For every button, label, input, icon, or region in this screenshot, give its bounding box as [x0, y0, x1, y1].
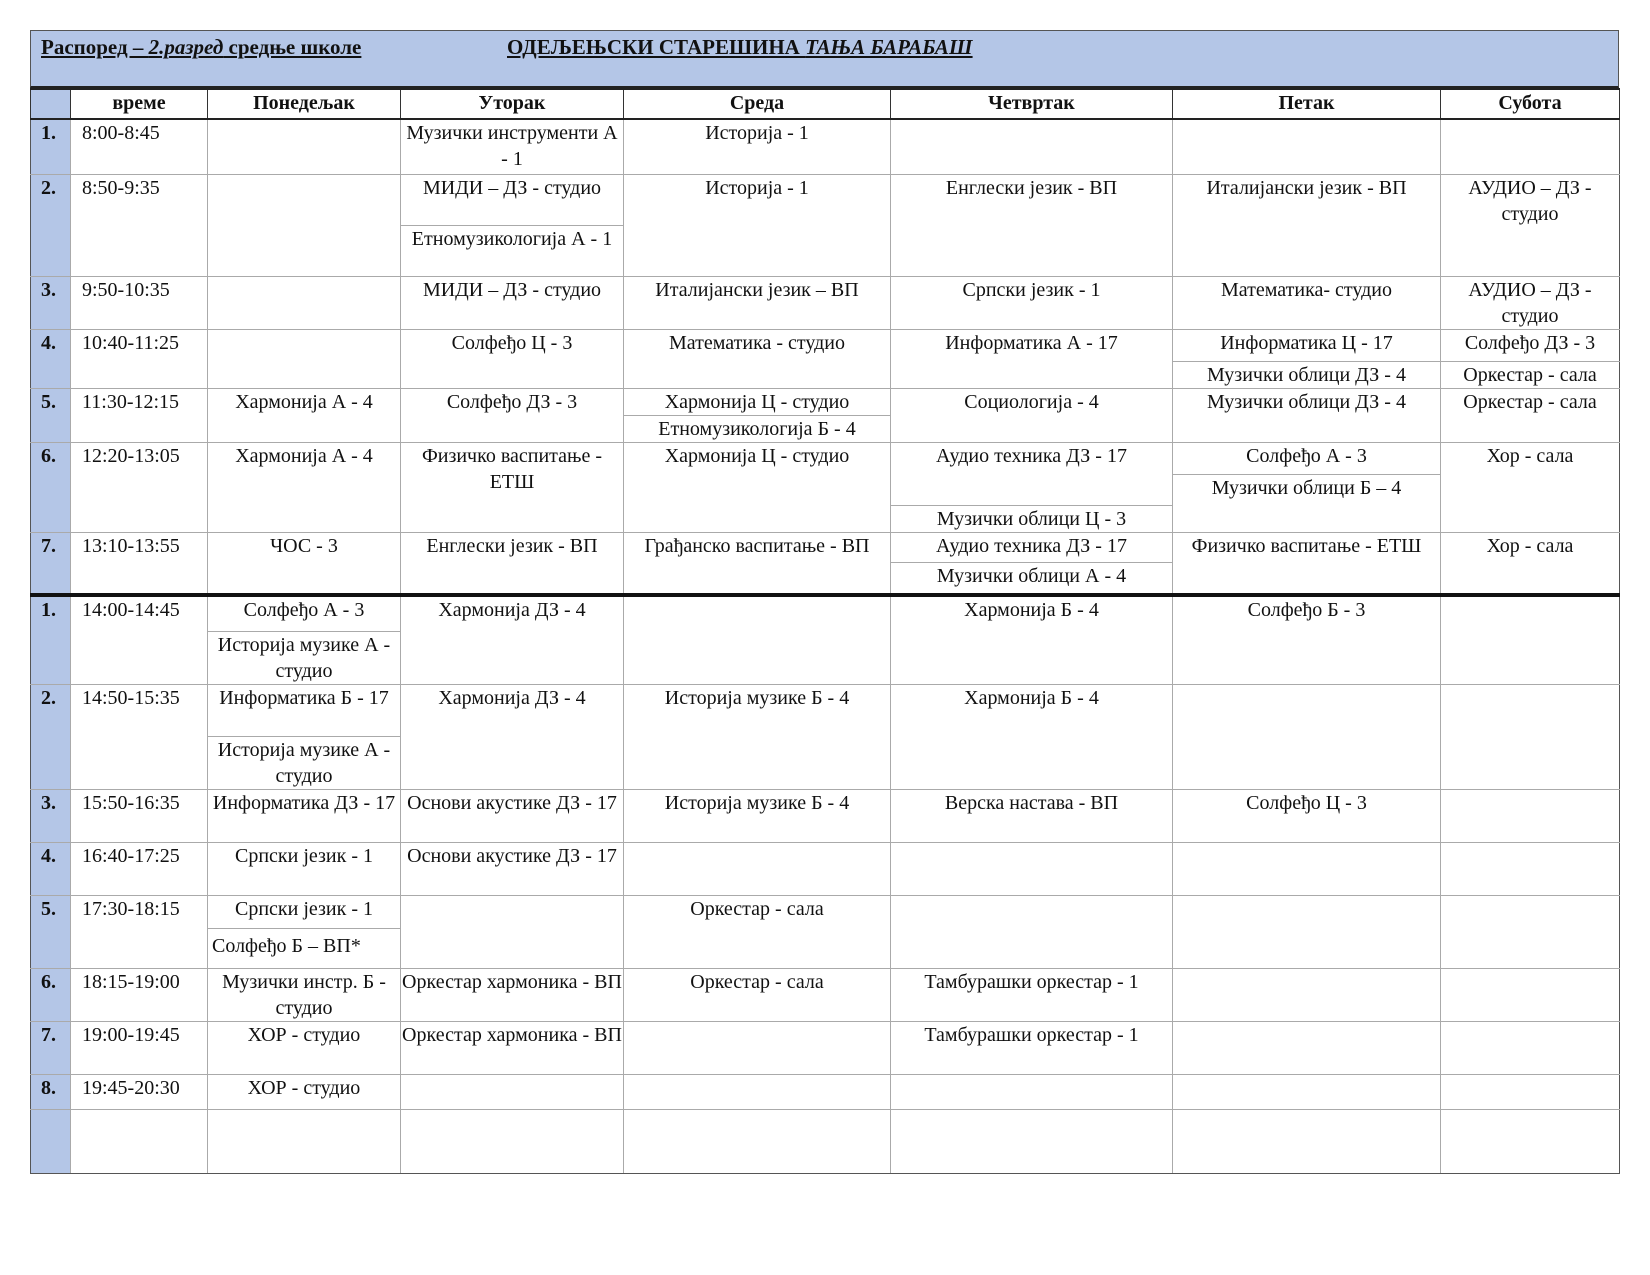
lesson-cell: Српски језик - 1: [208, 895, 401, 928]
lesson-cell: Италијански језик - ВП: [1173, 174, 1441, 276]
lesson-cell: [1441, 842, 1620, 895]
lesson-cell: Информатика ДЗ - 17: [208, 789, 401, 842]
lesson-cell: Историја музике Б - 4: [624, 789, 891, 842]
lesson-cell: Српски језик - 1: [208, 842, 401, 895]
period-time: 17:30-18:15: [71, 895, 208, 968]
lesson-cell: ХОР - студио: [208, 1074, 401, 1109]
period-time: 9:50-10:35: [71, 276, 208, 329]
lesson-cell: Оркестар - сала: [624, 895, 891, 968]
lesson-cell: [891, 119, 1173, 174]
lesson-cell: Хармонија ДЗ - 4: [401, 595, 624, 684]
period-number: 7.: [31, 1021, 71, 1074]
lesson-cell: Солфеђо А - 3: [1173, 442, 1441, 474]
schedule-sheet: [30, 30, 1619, 1205]
period-time: 13:10-13:55: [71, 532, 208, 595]
table-row: [31, 1074, 1620, 1109]
period-number: [31, 1109, 71, 1173]
lesson-cell: ХОР - студио: [208, 1021, 401, 1074]
lesson-cell: АУДИО – ДЗ - студио: [1441, 174, 1620, 276]
col-header-monday: Понедељак: [208, 89, 401, 119]
lesson-cell: [1173, 968, 1441, 1021]
lesson-cell: [891, 895, 1173, 968]
col-header-time: време: [71, 89, 208, 119]
lesson-cell: Музички облици ДЗ - 4: [1173, 388, 1441, 442]
table-row: [31, 329, 1620, 361]
lesson-cell: Солфеђо Ц - 3: [1173, 789, 1441, 842]
lesson-cell: Математика - студио: [624, 329, 891, 388]
table-row: [31, 276, 1620, 329]
lesson-cell: Српски језик - 1: [891, 276, 1173, 329]
table-row: [31, 842, 1620, 895]
lesson-cell: [1441, 684, 1620, 789]
period-number: 3.: [31, 276, 71, 329]
lesson-cell: Тамбурашки оркестар - 1: [891, 968, 1173, 1021]
lesson-cell: [208, 276, 401, 329]
lesson-cell: [1173, 1109, 1441, 1173]
lesson-cell: Хармонија Б - 4: [891, 595, 1173, 684]
lesson-cell: [1173, 119, 1441, 174]
period-number: 4.: [31, 842, 71, 895]
table-row: [31, 1109, 1620, 1173]
lesson-cell: Музички облици А - 4: [891, 562, 1173, 595]
lesson-cell: [208, 174, 401, 276]
table-row: [31, 684, 1620, 736]
lesson-cell: Физичко васпитање - ЕТШ: [401, 442, 624, 532]
lesson-cell: Историја - 1: [624, 174, 891, 276]
period-number: 3.: [31, 789, 71, 842]
lesson-cell: [891, 1074, 1173, 1109]
lesson-cell: Основи акустике ДЗ - 17: [401, 789, 624, 842]
table-row: [31, 532, 1620, 562]
lesson-cell: Оркестар - сала: [624, 968, 891, 1021]
period-time: 12:20-13:05: [71, 442, 208, 532]
lesson-cell: Грађанско васпитање - ВП: [624, 532, 891, 595]
lesson-cell: Хармонија А - 4: [208, 442, 401, 532]
lesson-cell: [1173, 842, 1441, 895]
lesson-cell: Музички облици Ц - 3: [891, 505, 1173, 532]
period-number: 6.: [31, 968, 71, 1021]
period-number: 5.: [31, 388, 71, 442]
schedule-header: [30, 30, 1619, 88]
lesson-cell: Информатика Б - 17: [208, 684, 401, 736]
lesson-cell: [1173, 1074, 1441, 1109]
schedule-title: Распоред – 2.разред средње школе: [41, 35, 362, 59]
lesson-cell: [891, 842, 1173, 895]
lesson-cell: Аудио техника ДЗ - 17: [891, 442, 1173, 505]
col-header-tuesday: Уторак: [401, 89, 624, 119]
lesson-cell: Солфеђо А - 3: [208, 595, 401, 631]
lesson-cell: Оркестар - сала: [1441, 388, 1620, 442]
lesson-cell: [1441, 789, 1620, 842]
lesson-cell: [208, 329, 401, 388]
lesson-cell: [208, 119, 401, 174]
lesson-cell: Историја - 1: [624, 119, 891, 174]
lesson-cell: Хор - сала: [1441, 532, 1620, 595]
period-number: 2.: [31, 174, 71, 276]
lesson-cell: [401, 895, 624, 968]
lesson-cell: МИДИ – ДЗ - студио: [401, 276, 624, 329]
lesson-cell: Оркестар хармоника - ВП: [401, 968, 624, 1021]
lesson-cell: Енглески језик - ВП: [891, 174, 1173, 276]
lesson-cell: [208, 1109, 401, 1173]
lesson-cell: Историја музике А - студио: [208, 736, 401, 789]
lesson-cell: Информатика А - 17: [891, 329, 1173, 388]
lesson-cell: Хармонија Ц - студио: [624, 388, 891, 415]
period-time: 19:00-19:45: [71, 1021, 208, 1074]
lesson-cell: Оркестар хармоника - ВП: [401, 1021, 624, 1074]
lesson-cell: [1441, 968, 1620, 1021]
lesson-cell: Историја музике А - студио: [208, 631, 401, 684]
lesson-cell: Информатика Ц - 17: [1173, 329, 1441, 361]
header-row: [31, 89, 1620, 119]
lesson-cell: [1441, 1074, 1620, 1109]
period-number: 4.: [31, 329, 71, 388]
period-number: 1.: [31, 595, 71, 684]
table-row: [31, 388, 1620, 415]
period-time: 14:50-15:35: [71, 684, 208, 789]
period-time: 16:40-17:25: [71, 842, 208, 895]
lesson-cell: Солфеђо Б - 3: [1173, 595, 1441, 684]
lesson-cell: Енглески језик - ВП: [401, 532, 624, 595]
lesson-cell: [1173, 1021, 1441, 1074]
lesson-cell: [624, 842, 891, 895]
table-row: [31, 968, 1620, 1021]
table-row: [31, 595, 1620, 631]
table-row: [31, 895, 1620, 928]
period-time: 18:15-19:00: [71, 968, 208, 1021]
lesson-cell: [1441, 895, 1620, 968]
lesson-cell: Аудио техника ДЗ - 17: [891, 532, 1173, 562]
lesson-cell: Оркестар - сала: [1441, 361, 1620, 388]
lesson-cell: Солфеђо ДЗ - 3: [401, 388, 624, 442]
header-num-cell: [31, 89, 71, 119]
lesson-cell: Солфеђо Б – ВП*: [208, 928, 401, 968]
lesson-cell: ЧОС - 3: [208, 532, 401, 595]
lesson-cell: Верска настава - ВП: [891, 789, 1173, 842]
period-time: 19:45-20:30: [71, 1074, 208, 1109]
lesson-cell: Хармонија ДЗ - 4: [401, 684, 624, 789]
lesson-cell: Тамбурашки оркестар - 1: [891, 1021, 1173, 1074]
lesson-cell: Основи акустике ДЗ - 17: [401, 842, 624, 895]
lesson-cell: Социологија - 4: [891, 388, 1173, 442]
lesson-cell: Солфеђо ДЗ - 3: [1441, 329, 1620, 361]
lesson-cell: [1173, 895, 1441, 968]
lesson-cell: [624, 595, 891, 684]
lesson-cell: Музички облици Б – 4: [1173, 474, 1441, 532]
lesson-cell: [624, 1074, 891, 1109]
timetable: [30, 88, 1620, 1174]
lesson-cell: Музички инстр. Б - студио: [208, 968, 401, 1021]
period-time: 11:30-12:15: [71, 388, 208, 442]
lesson-cell: [1441, 595, 1620, 684]
lesson-cell: МИДИ – ДЗ - студио: [401, 174, 624, 225]
period-time: 8:50-9:35: [71, 174, 208, 276]
lesson-cell: Историја музике Б - 4: [624, 684, 891, 789]
lesson-cell: [401, 1109, 624, 1173]
class-teacher: ОДЕЉЕЊСКИ СТАРЕШИНА ТАЊА БАРАБАШ: [507, 35, 973, 59]
col-header-saturday: Субота: [1441, 89, 1620, 119]
lesson-cell: [624, 1021, 891, 1074]
table-row: [31, 119, 1620, 174]
lesson-cell: Хор - сала: [1441, 442, 1620, 532]
lesson-cell: Солфеђо Ц - 3: [401, 329, 624, 388]
lesson-cell: [624, 1109, 891, 1173]
lesson-cell: Хармонија А - 4: [208, 388, 401, 442]
lesson-cell: Музички облици ДЗ - 4: [1173, 361, 1441, 388]
table-row: [31, 789, 1620, 842]
lesson-cell: [1441, 1109, 1620, 1173]
table-row: [31, 1021, 1620, 1074]
col-header-thursday: Четвртак: [891, 89, 1173, 119]
table-row: [31, 174, 1620, 225]
lesson-cell: Хармонија Б - 4: [891, 684, 1173, 789]
period-time: 10:40-11:25: [71, 329, 208, 388]
table-row: [31, 442, 1620, 474]
lesson-cell: [1173, 684, 1441, 789]
period-number: 1.: [31, 119, 71, 174]
period-number: 7.: [31, 532, 71, 595]
lesson-cell: [1441, 1021, 1620, 1074]
period-number: 5.: [31, 895, 71, 968]
lesson-cell: [891, 1109, 1173, 1173]
col-header-friday: Петак: [1173, 89, 1441, 119]
period-time: 15:50-16:35: [71, 789, 208, 842]
period-number: 8.: [31, 1074, 71, 1109]
lesson-cell: Етномузикологија А - 1: [401, 225, 624, 276]
lesson-cell: Италијански језик – ВП: [624, 276, 891, 329]
period-time: 14:00-14:45: [71, 595, 208, 684]
lesson-cell: Физичко васпитање - ЕТШ: [1173, 532, 1441, 595]
lesson-cell: Математика- студио: [1173, 276, 1441, 329]
lesson-cell: Музички инструменти А - 1: [401, 119, 624, 174]
lesson-cell: Хармонија Ц - студио: [624, 442, 891, 532]
period-time: [71, 1109, 208, 1173]
lesson-cell: АУДИО – ДЗ - студио: [1441, 276, 1620, 329]
col-header-wednesday: Среда: [624, 89, 891, 119]
lesson-cell: [1441, 119, 1620, 174]
period-number: 6.: [31, 442, 71, 532]
lesson-cell: Етномузикологија Б - 4: [624, 415, 891, 442]
period-time: 8:00-8:45: [71, 119, 208, 174]
lesson-cell: [401, 1074, 624, 1109]
period-number: 2.: [31, 684, 71, 789]
